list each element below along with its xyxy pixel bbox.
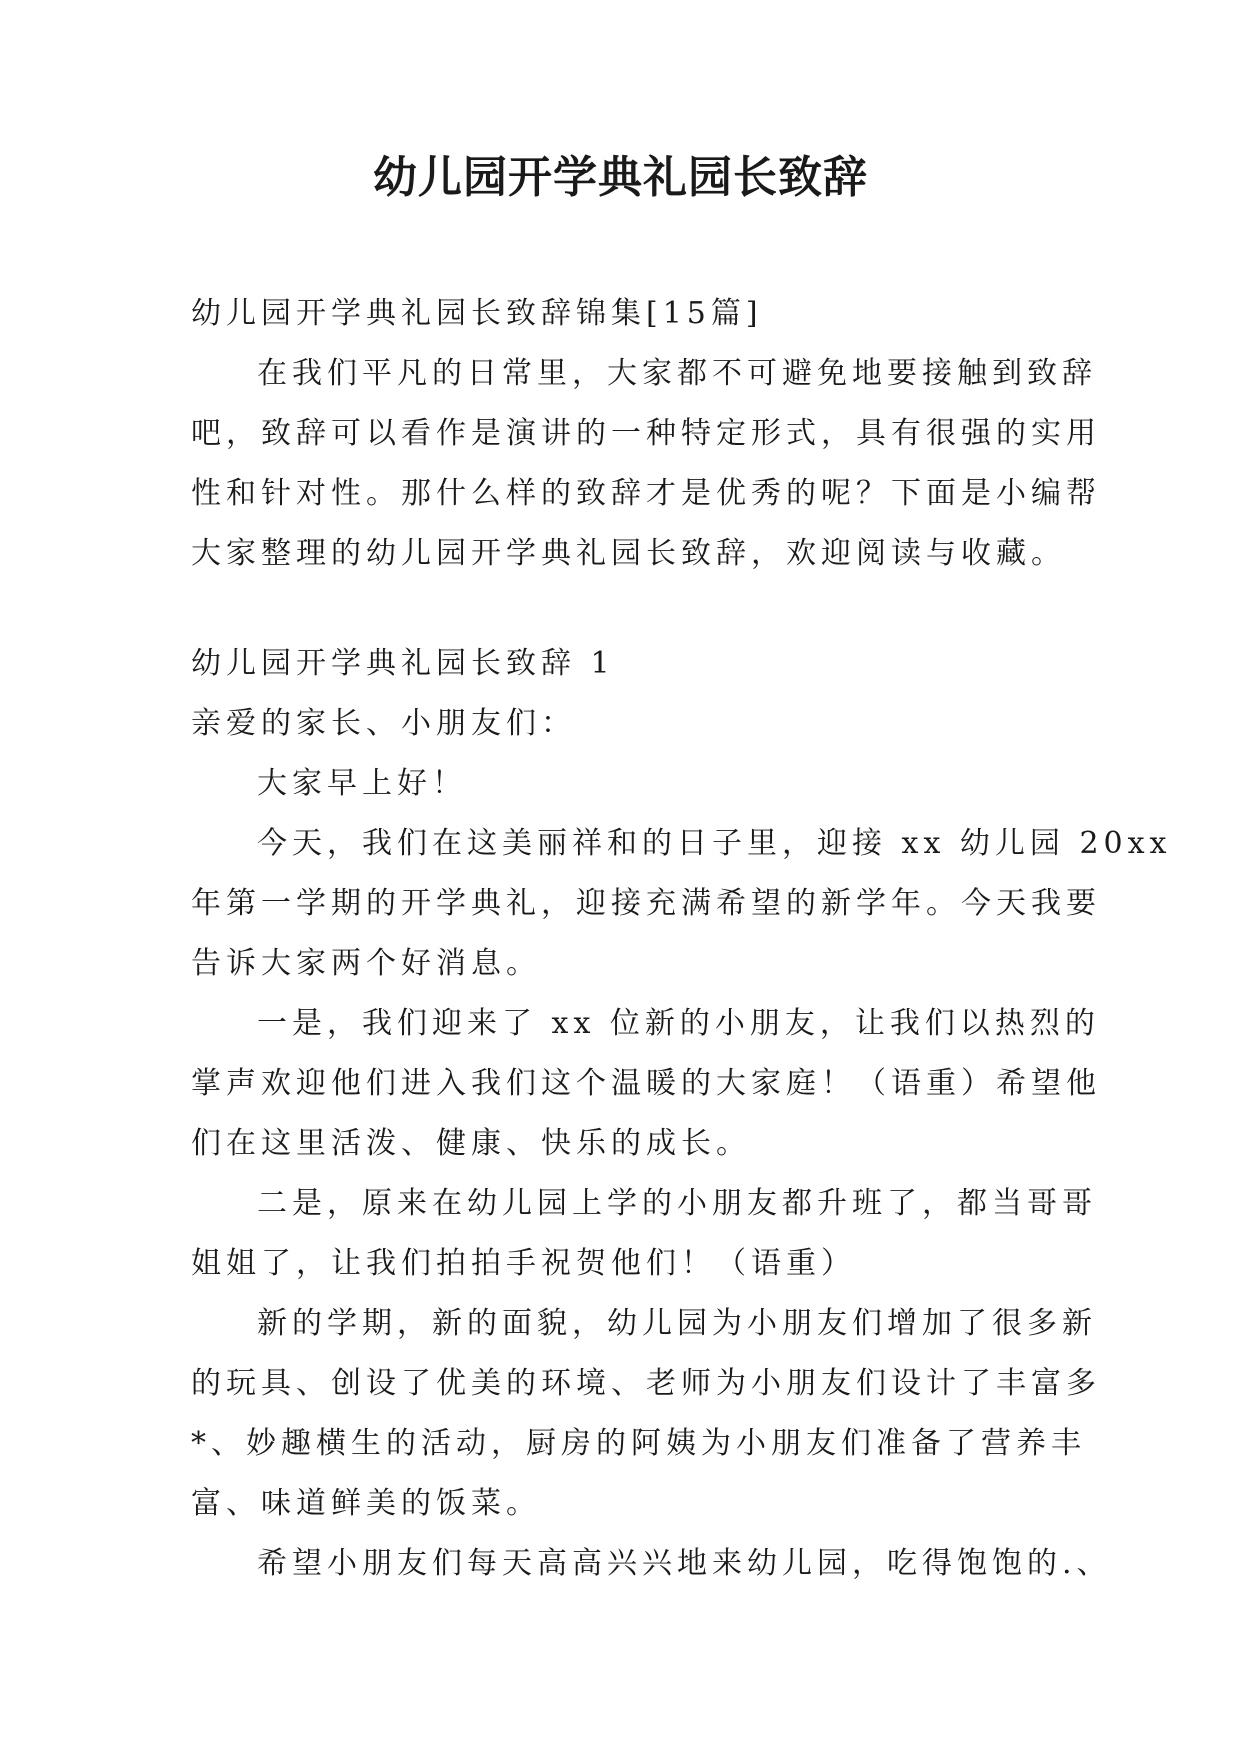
intro-line: 在我们平凡的日常里，大家都不可避免地要接触到致辞: [257, 356, 1097, 391]
intro-paragraph: [191, 344, 1101, 584]
document-body: [191, 284, 1172, 1594]
paragraph-line: 掌声欢迎他们进入我们这个温暖的大家庭！（语重）希望他: [191, 1066, 1101, 1101]
paragraph-line: 一是，我们迎来了 xx 位新的小朋友，让我们以热烈的: [257, 1006, 1100, 1041]
paragraph-line: 富、味道鲜美的饭菜。: [191, 1486, 541, 1521]
paragraph-line: 二是，原来在幼儿园上学的小朋友都升班了，都当哥哥: [257, 1186, 1097, 1221]
salutation: 亲爱的家长、小朋友们：: [191, 706, 576, 741]
paragraph-line: 姐姐了，让我们拍拍手祝贺他们！（语重）: [191, 1246, 856, 1281]
paragraph-line: 今天，我们在这美丽祥和的日子里，迎接 xx 幼儿园 20xx: [257, 826, 1172, 861]
document-title: 幼儿园开学典礼园长致辞: [373, 152, 868, 203]
intro-line: 性和针对性。那什么样的致辞才是优秀的呢？下面是小编帮: [191, 476, 1101, 511]
intro-line: 吧，致辞可以看作是演讲的一种特定形式，具有很强的实用: [191, 416, 1101, 451]
paragraph-4: [191, 1294, 1101, 1534]
paragraph-1: [191, 814, 1172, 994]
intro-line: 大家整理的幼儿园开学典礼园长致辞，欢迎阅读与收藏。: [191, 536, 1066, 571]
paragraph-5: [191, 1534, 1112, 1594]
paragraph-gap: [191, 584, 1061, 634]
paragraph-line: 希望小朋友们每天高高兴兴地来幼儿园，吃得饱饱的.、: [257, 1546, 1112, 1581]
paragraph-line: 们在这里活泼、健康、快乐的成长。: [191, 1126, 751, 1161]
paragraph-line: 年第一学期的开学典礼，迎接充满希望的新学年。今天我要: [191, 886, 1101, 921]
greeting: 大家早上好！: [257, 766, 467, 801]
paragraph-line: *、妙趣横生的活动，厨房的阿姨为小朋友们准备了营养丰: [191, 1426, 1086, 1461]
paragraph-3: [191, 1174, 1097, 1294]
paragraph-2: [191, 994, 1101, 1174]
subtitle-line: 幼儿园开学典礼园长致辞锦集[15篇]: [191, 296, 763, 331]
paragraph-line: 告诉大家两个好消息。: [191, 946, 541, 981]
section-heading: 幼儿园开学典礼园长致辞 1: [191, 646, 615, 681]
paragraph-line: 新的学期，新的面貌，幼儿园为小朋友们增加了很多新: [257, 1306, 1097, 1341]
paragraph-line: 的玩具、创设了优美的环境、老师为小朋友们设计了丰富多: [191, 1366, 1101, 1401]
